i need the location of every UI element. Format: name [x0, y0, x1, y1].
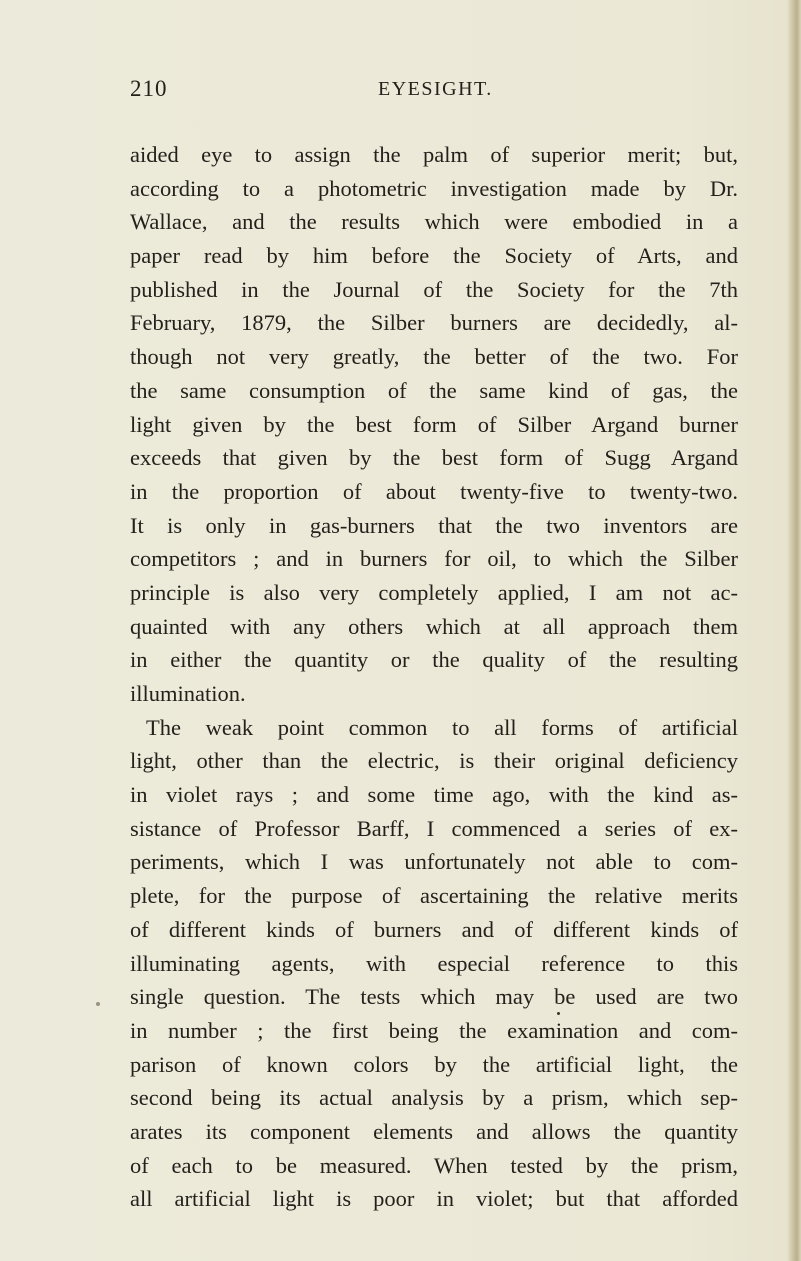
- text-line: aided eye to assign the palm of superior merit; but,: [130, 142, 738, 167]
- text-line: illuminating agents, with especial reference to this: [130, 950, 738, 976]
- text-line: in the proportion of about twenty-five to twenty-two.: [130, 478, 738, 504]
- text-line: exceeds that given by the best form of Sugg Argand: [130, 445, 738, 471]
- running-head: EYESIGHT.: [378, 78, 493, 100]
- text-line: It is only in gas-burners that the two inventors are: [130, 512, 738, 538]
- text-line: according to a photometric investigation made by Dr.: [130, 175, 738, 201]
- paper-speck: [96, 1002, 100, 1006]
- paper-speck: [557, 1012, 560, 1015]
- text-line: February, 1879, the Silber burners are decidedly, al-: [130, 310, 738, 336]
- text-line: in violet rays ; and some time ago, with the kind as-: [130, 782, 738, 808]
- text-line: single question. The tests which may be used are two: [130, 984, 738, 1010]
- text-line: competitors ; and in burners for oil, to which the Silber: [130, 546, 738, 572]
- text-line: though not very greatly, the better of the two. For: [130, 344, 738, 370]
- text-line: in number ; the first being the examination and com-: [130, 1017, 738, 1043]
- text-line: principle is also very completely applied, I am not ac-: [130, 579, 738, 605]
- text-line: Wallace, and the results which were embodied in a: [130, 209, 738, 235]
- body-text: [130, 138, 738, 1216]
- text-line: periments, which I was unfortunately not able to com-: [130, 849, 738, 875]
- text-line: plete, for the purpose of ascertaining the relative merits: [130, 883, 738, 909]
- page-header: [130, 76, 734, 106]
- text-line: sistance of Professor Barff, I commenced a series of ex-: [130, 815, 738, 841]
- text-line: parison of known colors by the artificial light, the: [130, 1051, 738, 1077]
- text-line: all artificial light is poor in violet; but that afforded: [130, 1186, 738, 1212]
- text-line: paper read by him before the Society of Arts, and: [130, 243, 738, 269]
- text-line: quainted with any others which at all approach them: [130, 613, 738, 639]
- text-line: of each to be measured. When tested by the prism,: [130, 1152, 738, 1178]
- page-edge-shadow: [787, 0, 801, 1261]
- text-line: the same consumption of the same kind of gas, the: [130, 377, 738, 403]
- text-line: in either the quantity or the quality of the resulting: [130, 647, 738, 673]
- text-line: of different kinds of burners and of different kinds of: [130, 916, 738, 942]
- text-line: arates its component elements and allows the quantity: [130, 1118, 738, 1144]
- text-line: light given by the best form of Silber Argand burner: [130, 411, 738, 437]
- page-number: 210: [130, 76, 168, 101]
- paragraph-start-line: The weak point common to all forms of artificial: [146, 714, 738, 740]
- text-line: published in the Journal of the Society for the 7th: [130, 276, 738, 302]
- text-line: light, other than the electric, is their original deficiency: [130, 748, 738, 774]
- text-line: second being its actual analysis by a prism, which sep-: [130, 1085, 738, 1111]
- paragraph-end-line: illumination.: [130, 681, 246, 706]
